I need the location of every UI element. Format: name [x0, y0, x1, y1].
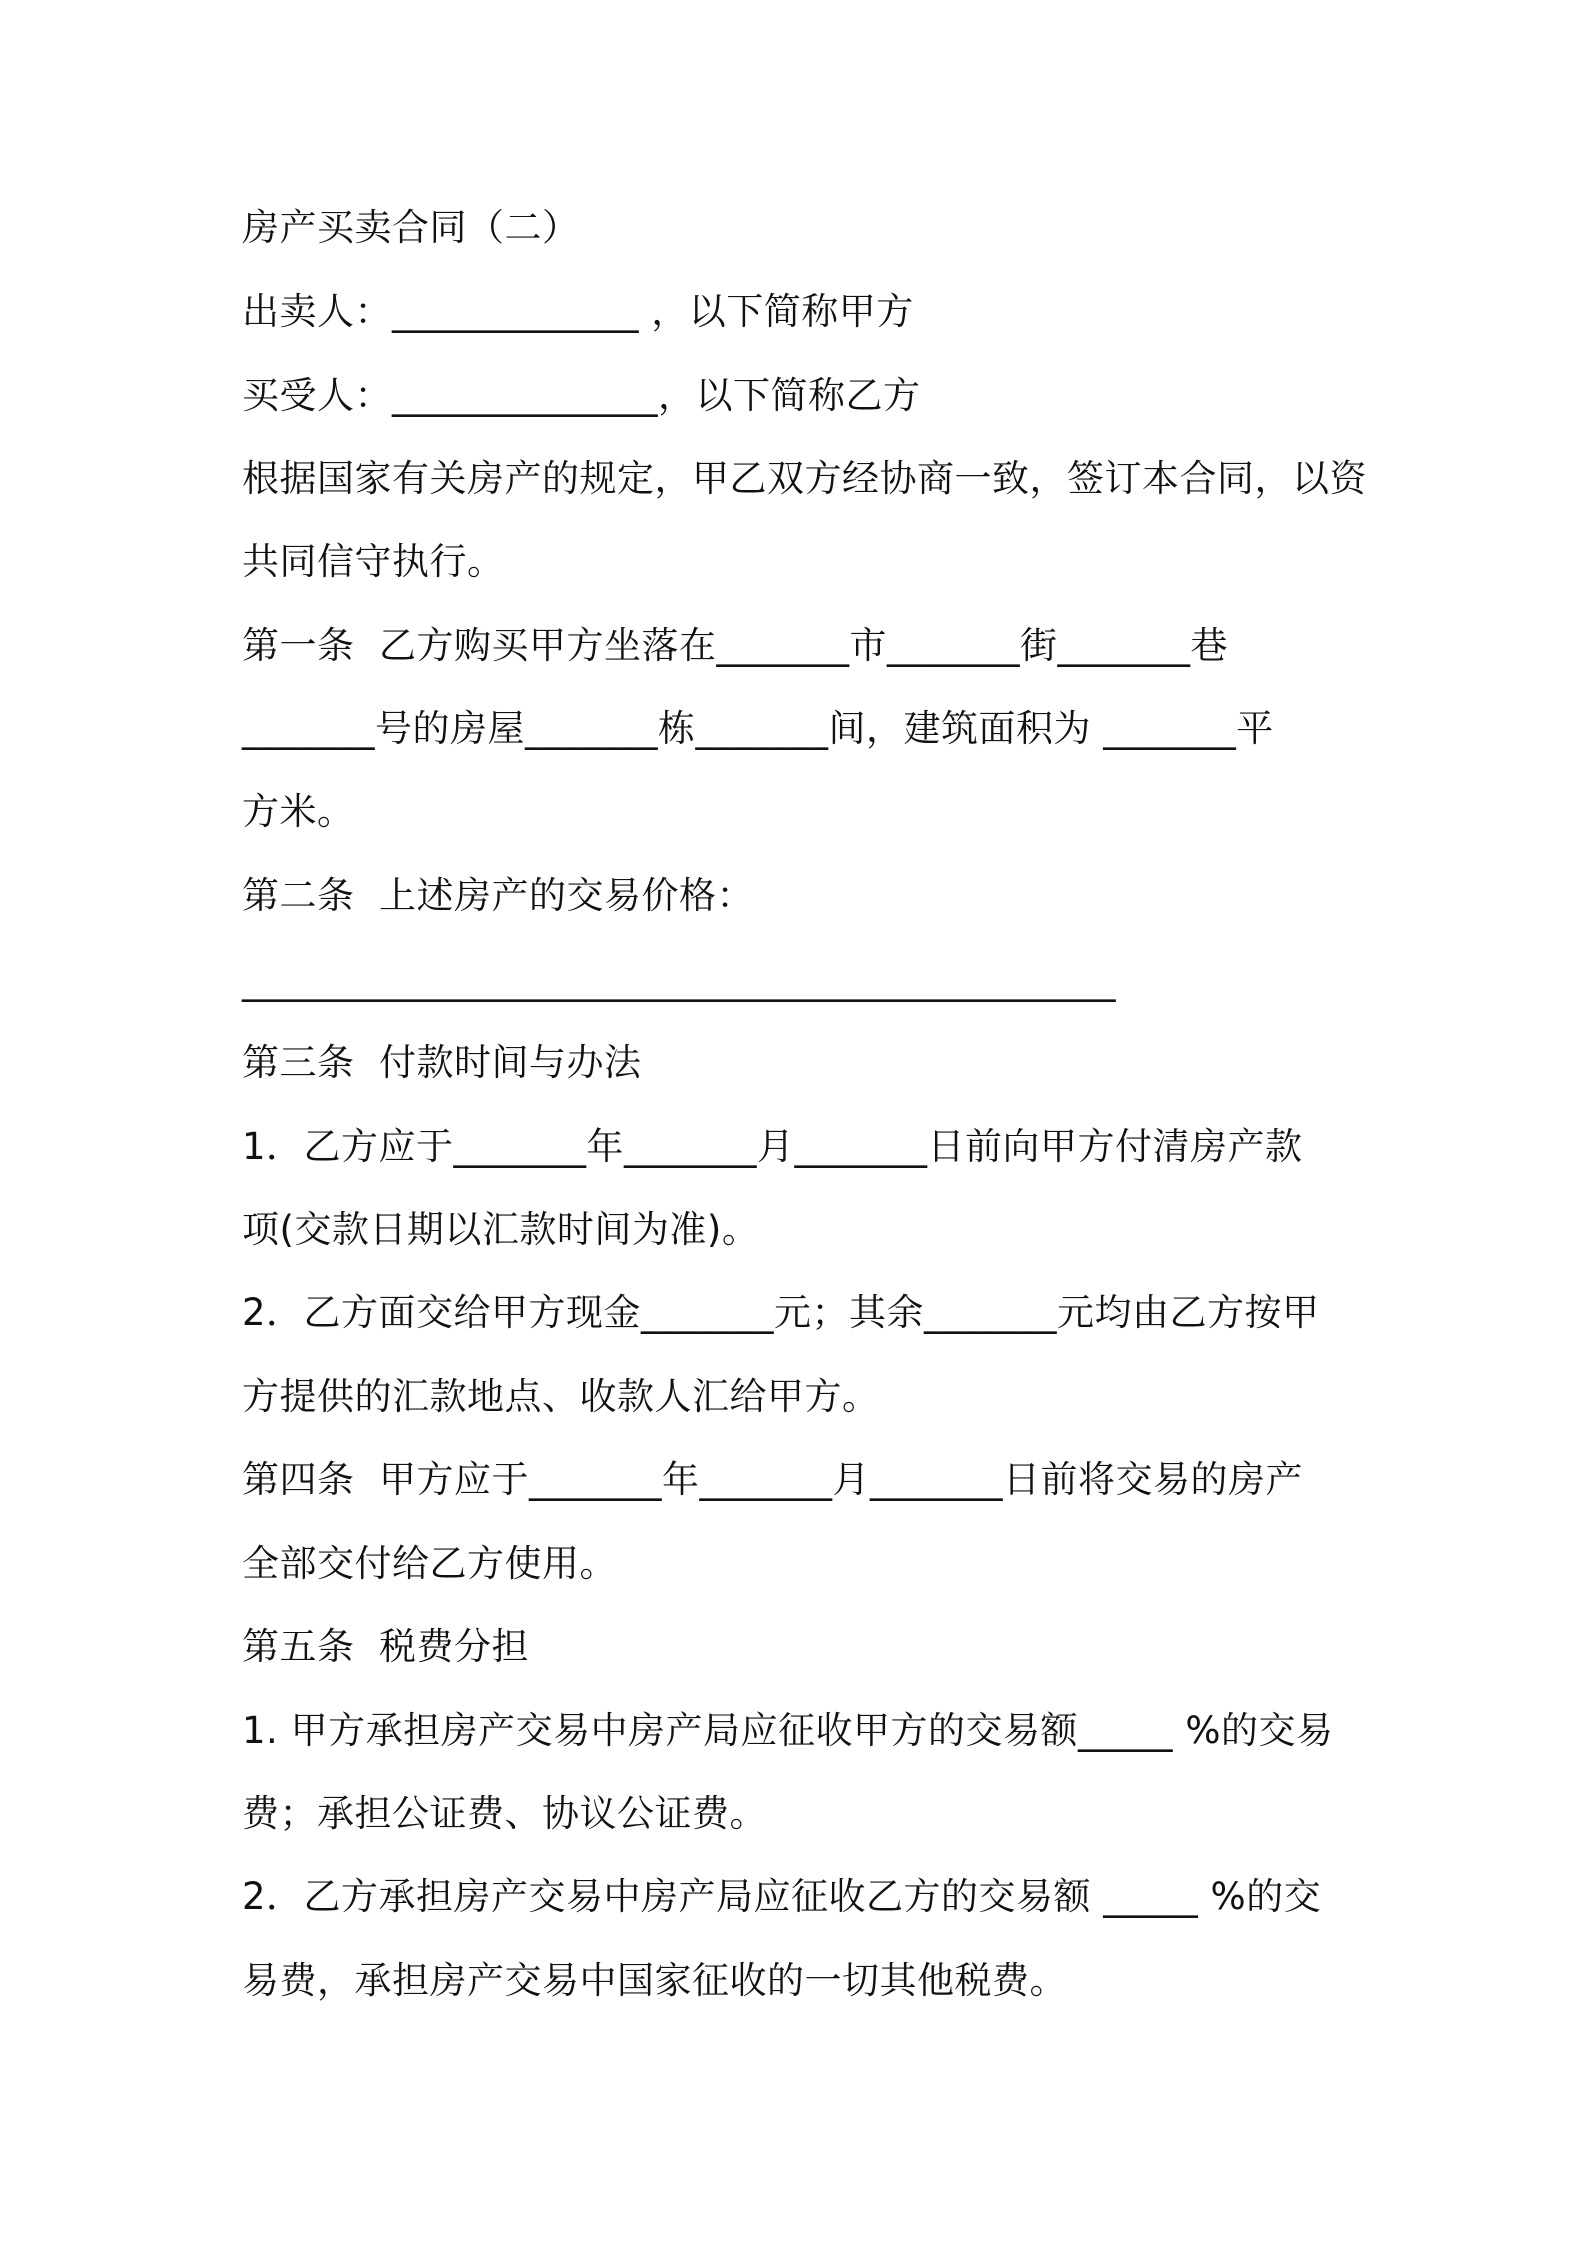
article-3-item-1-line-2: 项(交款日期以汇款时间为准)。 — [242, 1208, 760, 1251]
article-1-line-1: 第一条 乙方购买甲方坐落在_______市_______街_______巷 — [242, 624, 1229, 667]
article-2-heading: 第二条 上述房产的交易价格： — [242, 874, 755, 917]
article-4-line-1: 第四条 甲方应于_______年_______月_______日前将交易的房产 — [242, 1458, 1304, 1501]
article-3-item-2-line-1: 2．乙方面交给甲方现金_______元；其余_______元均由乙方按甲 — [242, 1291, 1320, 1334]
article-5-item-2-line-1: 2．乙方承担房产交易中房产局应征收乙方的交易额 _____ %的交 — [242, 1875, 1322, 1918]
buyer-line: 买受人：______________，以下简称乙方 — [242, 374, 921, 417]
article-3-heading: 第三条 付款时间与办法 — [242, 1041, 642, 1084]
document-title: 房产买卖合同（二） — [242, 206, 580, 249]
article-5-item-1-line-2: 费；承担公证费、协议公证费。 — [242, 1792, 767, 1835]
article-5-item-2-line-2: 易费，承担房产交易中国家征收的一切其他税费。 — [242, 1959, 1067, 2002]
preamble-line-2: 共同信守执行。 — [242, 540, 505, 583]
article-4-line-2: 全部交付给乙方使用。 — [242, 1542, 617, 1585]
article-3-item-2-line-2: 方提供的汇款地点、收款人汇给甲方。 — [242, 1375, 880, 1418]
article-5-item-1-line-1: 1. 甲方承担房产交易中房产局应征收甲方的交易额_____ %的交易 — [242, 1709, 1334, 1752]
preamble-line-1: 根据国家有关房产的规定，甲乙双方经协商一致，签订本合同，以资 — [242, 457, 1367, 500]
article-3-item-1-line-1: 1．乙方应于_______年_______月_______日前向甲方付清房产款 — [242, 1125, 1303, 1168]
article-1-line-3: 方米。 — [242, 790, 355, 833]
article-5-heading: 第五条 税费分担 — [242, 1625, 530, 1668]
seller-line: 出卖人：_____________ ，以下简称甲方 — [242, 290, 914, 333]
article-2-price-blank: ______________________________________________ — [242, 959, 1116, 1002]
article-1-line-2: _______号的房屋_______栋_______间，建筑面积为 _______平 — [242, 707, 1274, 750]
